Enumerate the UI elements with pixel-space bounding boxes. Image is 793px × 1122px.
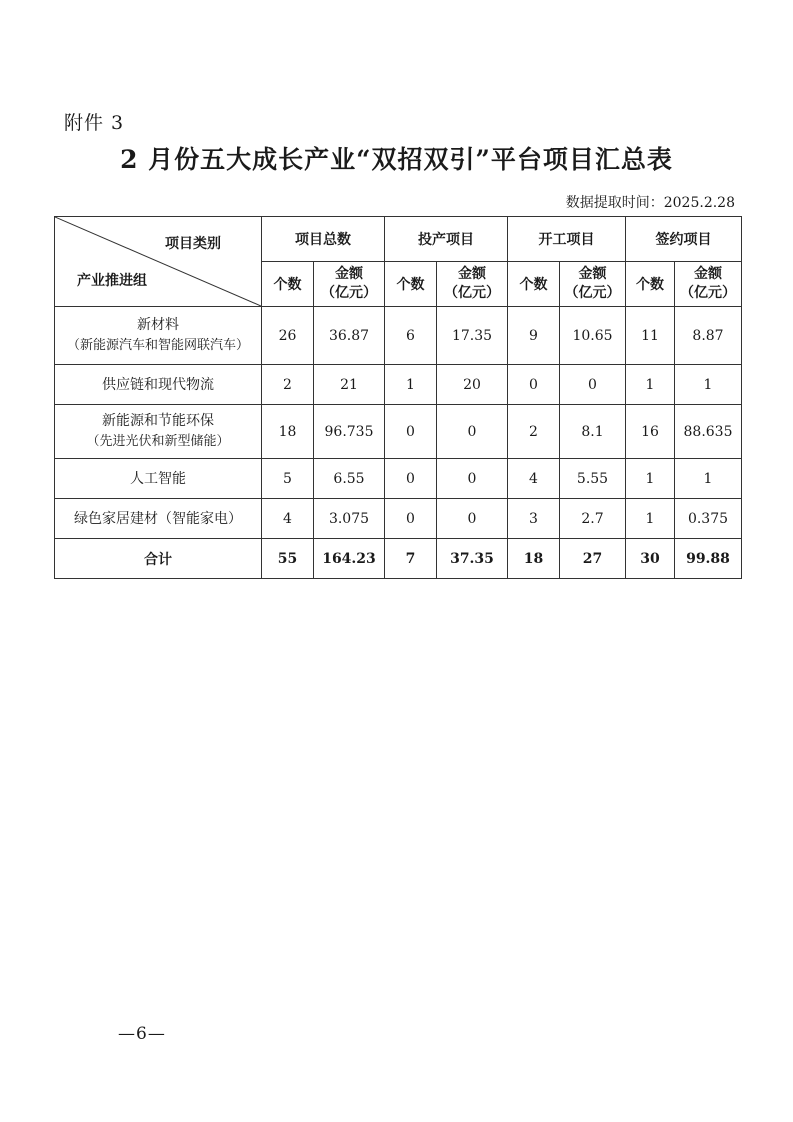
value-cell: 26: [262, 307, 314, 365]
corner-bottom-label: 产业推进组: [77, 273, 147, 289]
value-cell: 6: [385, 307, 437, 365]
value-cell: 0: [385, 459, 437, 499]
sub-header-amount: 金额 （亿元）: [560, 262, 626, 307]
table-row: [55, 405, 742, 459]
document-title: 2 月份五大成长产业“双招双引”平台项目汇总表: [120, 145, 673, 174]
total-cell: 164.23: [314, 539, 385, 579]
value-cell: 0: [385, 405, 437, 459]
total-label: 合计: [55, 539, 262, 579]
sub-header-amount: 金额 （亿元）: [314, 262, 385, 307]
category-cell: 人工智能: [55, 459, 262, 499]
value-cell: 16: [626, 405, 675, 459]
sub-header-amount: 金额 （亿元）: [675, 262, 742, 307]
value-cell: 0: [508, 365, 560, 405]
value-cell: 11: [626, 307, 675, 365]
total-cell: 18: [508, 539, 560, 579]
value-cell: 0: [385, 499, 437, 539]
total-row: [55, 539, 742, 579]
total-cell: 37.35: [437, 539, 508, 579]
sub-header-count: 个数: [262, 262, 314, 307]
value-cell: 1: [675, 459, 742, 499]
value-cell: 10.65: [560, 307, 626, 365]
category-cell: 新能源和节能环保 （先进光伏和新型储能）: [55, 405, 262, 459]
total-cell: 27: [560, 539, 626, 579]
value-cell: 1: [626, 459, 675, 499]
summary-table: [54, 216, 742, 579]
value-cell: 21: [314, 365, 385, 405]
table-row: [55, 459, 742, 499]
value-cell: 2.7: [560, 499, 626, 539]
value-cell: 3.075: [314, 499, 385, 539]
sub-header-count: 个数: [508, 262, 560, 307]
corner-header: [55, 217, 262, 307]
value-cell: 5: [262, 459, 314, 499]
category-cell: 供应链和现代物流: [55, 365, 262, 405]
value-cell: 2: [262, 365, 314, 405]
value-cell: 1: [626, 365, 675, 405]
corner-top-label: 项目类别: [165, 236, 221, 252]
value-cell: 5.55: [560, 459, 626, 499]
group-header-total: 项目总数: [262, 217, 385, 262]
category-cell: 绿色家居建材（智能家电）: [55, 499, 262, 539]
value-cell: 2: [508, 405, 560, 459]
page-number: —6—: [118, 1024, 166, 1044]
value-cell: 9: [508, 307, 560, 365]
table-row: [55, 365, 742, 405]
value-cell: 20: [437, 365, 508, 405]
value-cell: 3: [508, 499, 560, 539]
total-cell: 55: [262, 539, 314, 579]
sub-header-count: 个数: [385, 262, 437, 307]
value-cell: 1: [385, 365, 437, 405]
header-row-groups: [55, 217, 742, 262]
group-header-production: 投产项目: [385, 217, 508, 262]
value-cell: 36.87: [314, 307, 385, 365]
diagonal-line: [55, 217, 261, 306]
value-cell: 1: [626, 499, 675, 539]
value-cell: 0.375: [675, 499, 742, 539]
total-cell: 30: [626, 539, 675, 579]
value-cell: 96.735: [314, 405, 385, 459]
attachment-label: 附件 3: [64, 112, 125, 134]
table-row: [55, 307, 742, 365]
value-cell: 8.87: [675, 307, 742, 365]
value-cell: 0: [560, 365, 626, 405]
extract-time: 数据提取时间：2025.2.28: [565, 195, 735, 211]
value-cell: 6.55: [314, 459, 385, 499]
total-cell: 99.88: [675, 539, 742, 579]
table-row: [55, 499, 742, 539]
total-cell: 7: [385, 539, 437, 579]
sub-header-count: 个数: [626, 262, 675, 307]
value-cell: 8.1: [560, 405, 626, 459]
value-cell: 18: [262, 405, 314, 459]
value-cell: 4: [262, 499, 314, 539]
value-cell: 0: [437, 499, 508, 539]
category-cell: 新材料 （新能源汽车和智能网联汽车）: [55, 307, 262, 365]
sub-header-amount: 金额 （亿元）: [437, 262, 508, 307]
value-cell: 4: [508, 459, 560, 499]
group-header-signed: 签约项目: [626, 217, 742, 262]
value-cell: 88.635: [675, 405, 742, 459]
group-header-construction: 开工项目: [508, 217, 626, 262]
value-cell: 1: [675, 365, 742, 405]
value-cell: 0: [437, 405, 508, 459]
value-cell: 17.35: [437, 307, 508, 365]
value-cell: 0: [437, 459, 508, 499]
